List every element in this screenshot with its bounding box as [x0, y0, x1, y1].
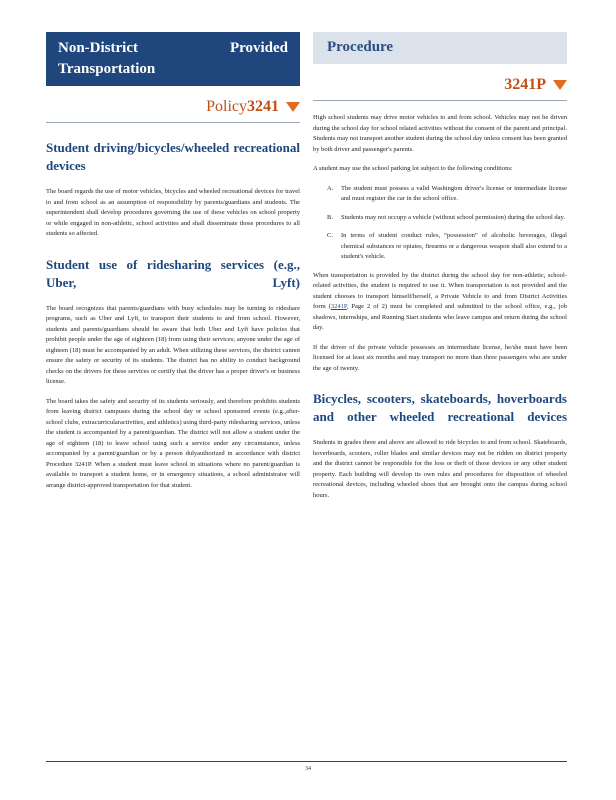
policy-number: 3241 — [247, 98, 279, 115]
banner-title-word2: Provided — [229, 40, 288, 56]
list-item — [313, 231, 567, 263]
list-item-text: Students may not occupy a vehicle (without school permission) during the school day. — [341, 213, 565, 221]
list-marker: C. — [327, 232, 333, 239]
policy-prefix: Policy — [206, 98, 247, 115]
section-heading-bicycles: Bicycles, scooters, skateboards, hoverboards and other wheeled recreational devices — [313, 391, 567, 424]
paragraph: A student may use the school parking lot subject to the following conditions: — [313, 165, 513, 172]
paragraph: The board recognizes that parents/guardians with busy schedules may be turning to rideshare programs, such as Uber and Lyft, to transport their students to and from school. However, students and parents/guardians should be aware that both Uber and Lyft have policies that prohibit people under the age of eighteen (18) from using their services; anyone under the age of eighteen (18) must be accompanied by an adult. When utilizing these services, the district cannot ensure the safety or security of its students. The district has no ability to conduct background checks on the drivers for these services or certify that the driver has a proper driver's or business license. — [46, 304, 300, 385]
paragraph-transport — [313, 271, 567, 334]
policy-banner — [46, 32, 300, 86]
list-marker: B. — [327, 213, 333, 221]
section-heading-ridesharing: Student use of ridesharing services (e.g., Uber, Lyft) — [46, 256, 300, 290]
paragraph: If the driver of the private vehicle possesses an intermediate license, he/she must have been licensed for at least six months and may transport no more than three passengers who are under the age of twenty. — [313, 343, 567, 372]
paragraph: The board takes the safety and security of its students seriously, and therefore prohibits students from leaving district campuses during the school day or school sponsored events (e.g.,after-school clubs, extracurricularactivities, and athletics) using third-party ridesharing services, unless the student is accompanied by a parent/guardian. The district will not allow a student under the age of eighteen (18) to leave school using such a service under any circumstance, unless accompanied by a parent/guardian or by a person dulyauthorized in accordance with district Procedure 3241P. When a student must leave school in situations where no parent/guardian is available to transport a student home, or in emergency situations, a school administrator will arrange district-approved transportation for that student. — [46, 397, 300, 489]
procedure-banner-title: Procedure — [327, 39, 394, 55]
list-item-text: In terms of student conduct rules, “possession” of alcoholic beverages, illegal chemical substances or opiates, firearms or a dangerous weapon shall also extend to a student's vehicle. — [341, 232, 567, 260]
paragraph: The board regards the use of motor vehicles, bicycles and wheeled recreational devices for travel to and from school as an assumption of responsibility by parents/guardians and students. The superintendent shall develop procedures governing the use of these vehicles on school property or while engaged in non-athletic, school activities and shall disseminate those procedures to all students so affected. — [46, 188, 300, 237]
paragraph: Students in grades three and above are allowed to ride bicycles to and from school. Skateboards, hoverboards, scooters, roller blades and similar devices may not be ridden on district property and the district cannot be responsible for the loss or theft of those devices or any other student property. Each building will develop its own rules and procedures for disposition of wheeled recreational devices, including wheeled shoes that are brought onto the campus during school hours. — [313, 439, 567, 499]
footer-divider — [46, 761, 567, 762]
page-number: 34 — [305, 766, 311, 772]
procedure-number-row — [313, 72, 567, 98]
paragraph: High school students may drive motor vehicles to and from school. Vehicles may not be driven during the school day for school related activities without the consent of the parent and principal. Students may not transport another student during the school day unless consent has been granted by both driver and passenger's parents. — [313, 114, 567, 153]
conditions-list — [313, 184, 567, 263]
transport-text-end: , Page 2 of 2) must be completed and submitted to the school office, e.g., job shadows, internships, and Running Start students who leave campus and return during the school day. — [313, 303, 567, 331]
procedure-banner — [313, 32, 567, 64]
list-item — [313, 213, 567, 224]
transport-text-start: When transportation is provided by the district during the school day for non-athletic, school-related activities, the student is required to use it. When transportation is not provided and the student chooses to transport himself/herself, a Private Vehicle to and from District Activities form ( — [313, 271, 567, 310]
list-marker: A. — [327, 184, 334, 192]
triangle-down-icon — [286, 102, 300, 112]
policy-divider — [46, 122, 300, 123]
banner-title-word3: Transportation — [58, 61, 156, 77]
procedure-label — [504, 76, 546, 94]
triangle-down-icon — [553, 80, 567, 90]
procedure-number: 3241P — [504, 76, 546, 93]
policy-number-row — [46, 94, 300, 120]
procedure-link[interactable]: 3241P — [330, 303, 347, 310]
policy-label — [206, 98, 279, 116]
section-heading-student-driving: Student driving/bicycles/wheeled recreational devices — [46, 140, 300, 173]
procedure-column — [313, 32, 567, 510]
list-item — [313, 184, 567, 205]
banner-title-word1: Non-District — [58, 40, 138, 56]
policy-column — [46, 32, 300, 500]
list-item-text: The student must possess a valid Washington driver's license or intermediate license and must register the car in the school office. — [341, 184, 567, 202]
